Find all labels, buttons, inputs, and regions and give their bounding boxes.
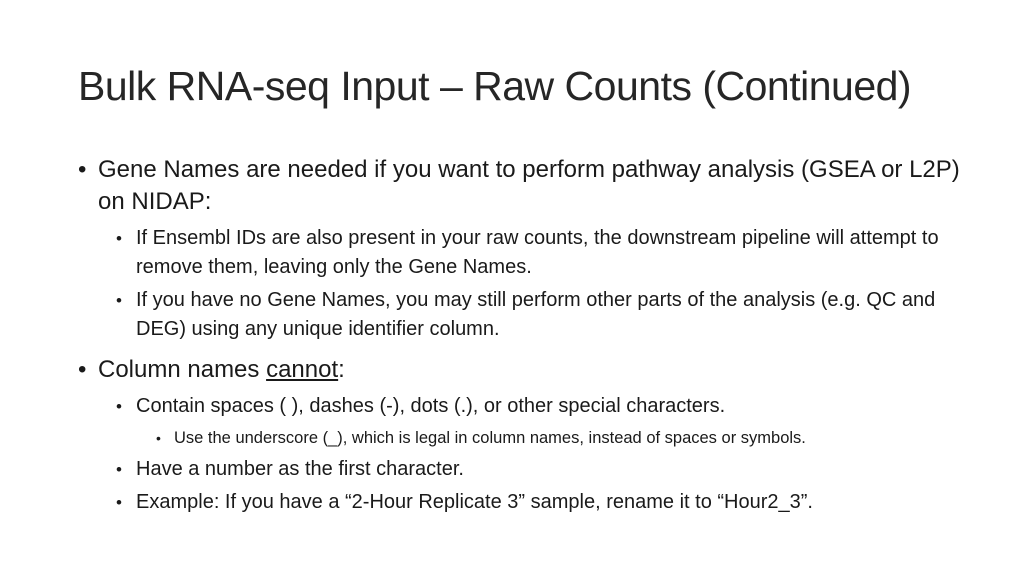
bullet-mark: • (116, 460, 122, 479)
bullet-mark: • (116, 493, 122, 512)
bullet-text: Contain spaces ( ), dashes (-), dots (.), or other special characters. (136, 395, 726, 417)
bullet-text-before: Column names (98, 356, 267, 383)
bullet-mark: • (156, 430, 161, 446)
slide-title: Bulk RNA-seq Input – Raw Counts (Continued) (78, 63, 912, 109)
bullet-mark: • (116, 229, 122, 248)
bullet-text: Have a number as the first character. (136, 458, 464, 480)
bullet-mark: • (78, 356, 87, 383)
sub-bullet-ensembl (116, 224, 978, 282)
bullet-mark: • (116, 397, 122, 416)
sub-bullet-example (116, 488, 978, 517)
bullet-column-names (78, 354, 978, 386)
bullet-mark: • (116, 291, 122, 310)
bullet-text: Use the underscore (_), which is legal in column names, instead of spaces or symbols. (174, 429, 806, 447)
bullet-text-underlined: cannot (266, 356, 339, 383)
bullet-text: If Ensembl IDs are also present in your raw counts, the downstream pipeline will attempt to remove them, leaving only the Gene Names. (136, 227, 939, 278)
bullet-text: Example: If you have a “2-Hour Replicate 3” sample, rename it to “Hour2_3”. (136, 491, 813, 513)
sub-bullet-contain-spaces (116, 392, 978, 421)
sub-bullet-number-first (116, 455, 978, 484)
bullet-mark: • (78, 156, 87, 183)
bullet-gene-names (78, 154, 978, 218)
slide-content (78, 154, 978, 521)
bullet-text: Gene Names are needed if you want to perform pathway analysis (GSEA or L2P) on NIDAP: (98, 156, 960, 215)
sub-bullet-no-gene-names (116, 286, 978, 344)
bullet-text-after: : (338, 356, 345, 383)
bullet-text: If you have no Gene Names, you may still perform other parts of the analysis (e.g. QC and DEG) using any unique identifier column. (136, 289, 936, 340)
sub-sub-bullet-underscore (156, 425, 978, 451)
